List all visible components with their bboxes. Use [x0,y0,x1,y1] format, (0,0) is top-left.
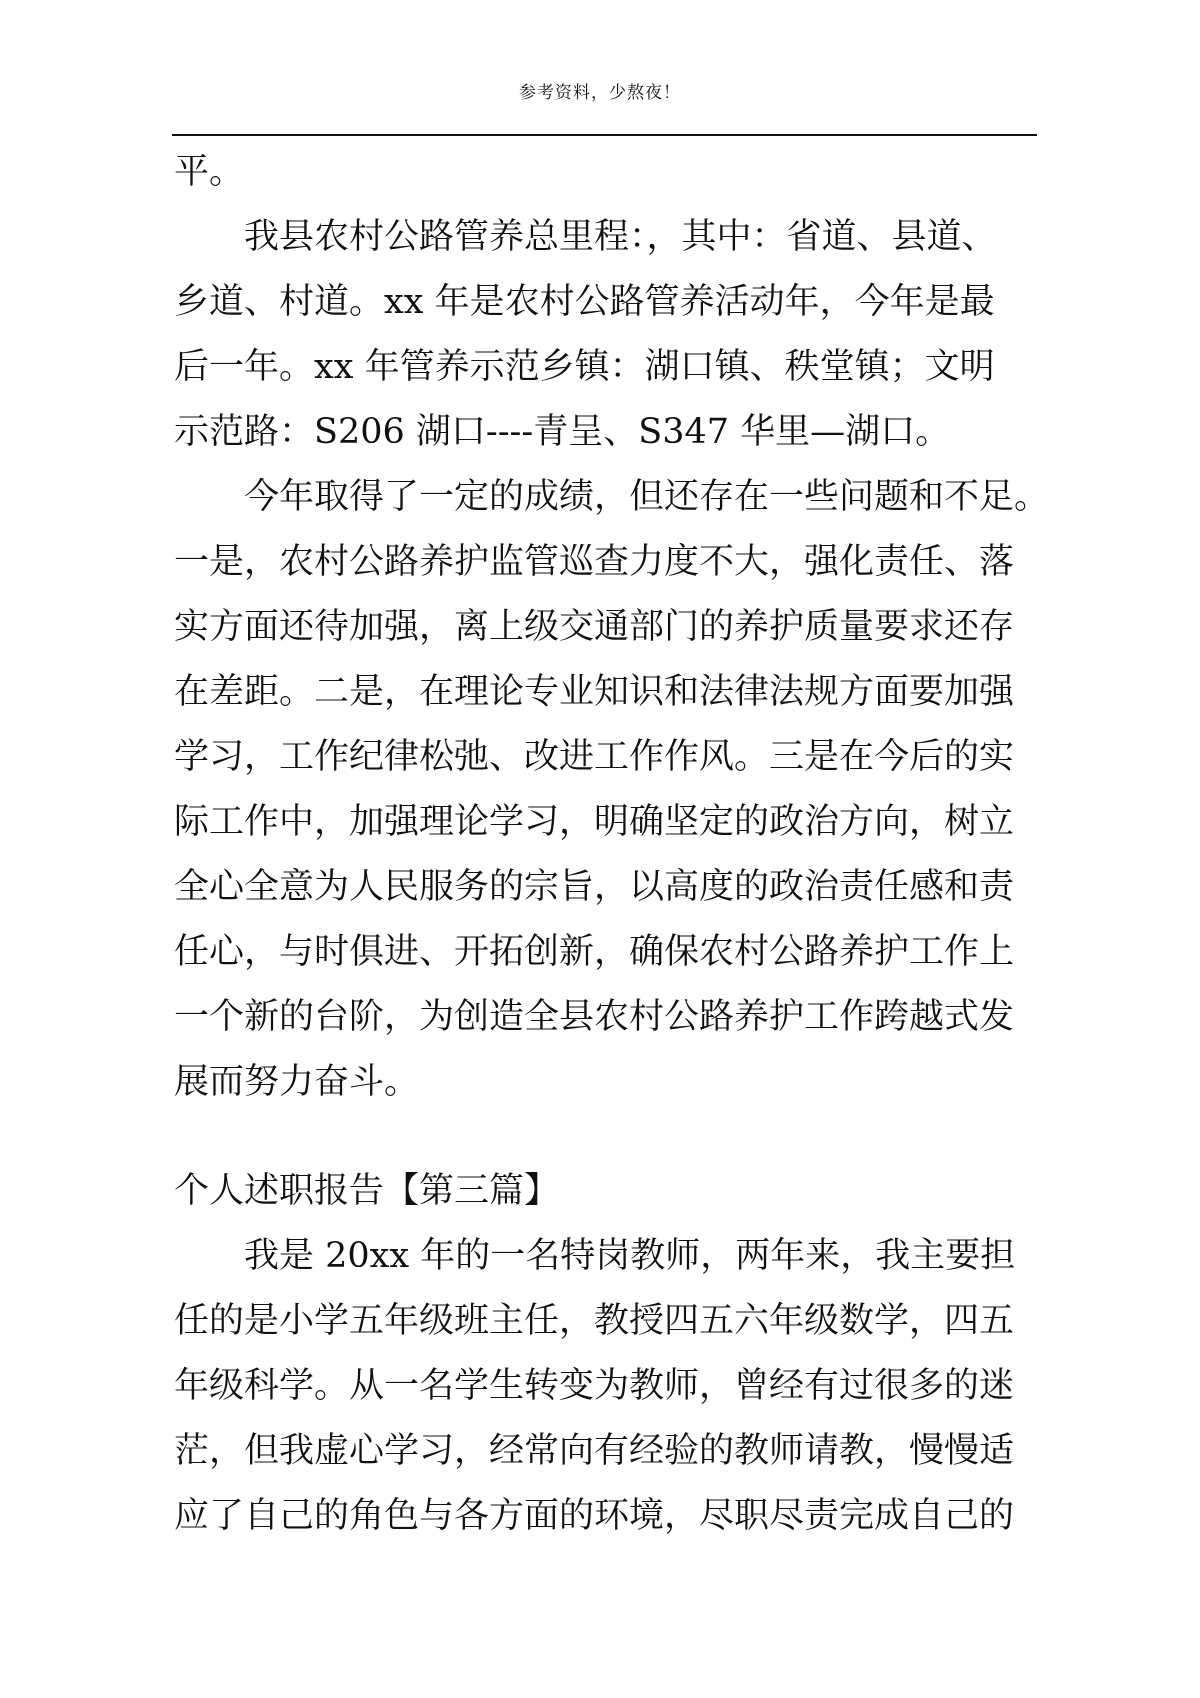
text-line: 展而努力奋斗。 [174,1062,420,1102]
text-line: 任的是小学五年级班主任，教授四五六年级数学，四五 [174,1301,1015,1341]
section-gap [174,1115,1054,1159]
text-line: 年级科学。从一名学生转变为教师，曾经有过很多的迷 [174,1366,1015,1406]
document-body [174,140,1054,1549]
text-line: 乡道、村道。xx 年是农村公路管养活动年，今年是最 [174,282,995,322]
text-line: 我是 20xx 年的一名特岗教师，两年来，我主要担 [244,1236,1016,1276]
text-line: 任心，与时俱进、开拓创新，确保农村公路养护工作上 [174,932,1015,972]
text-line: 际工作中，加强理论学习，明确坚定的政治方向，树立 [174,802,1015,842]
paragraph-mileage [174,205,1054,465]
text-line: 今年取得了一定的成绩，但还存在一些问题和不足。 [244,477,1050,517]
text-line: 全心全意为人民服务的宗旨，以高度的政治责任感和责 [174,867,1015,907]
text-line: 一个新的台阶，为创造全县农村公路养护工作跨越式发 [174,997,1015,1037]
text-line: 实方面还待加强，离上级交通部门的养护质量要求还存 [174,607,1015,647]
text-line: 应了自己的角色与各方面的环境，尽职尽责完成自己的 [174,1496,1015,1536]
text-line: 后一年。xx 年管养示范乡镇：湖口镇、秩堂镇；文明 [174,347,995,387]
header-divider [172,134,1037,136]
text-line: 平。 [174,152,245,192]
paragraph-problems [174,465,1054,1115]
page-header: 参考资料，少熬夜！ [519,83,681,103]
text-line: 学习，工作纪律松弛、改进工作作风。三是在今后的实 [174,737,1015,777]
text-line: 我县农村公路管养总里程：，其中：省道、县道、 [244,217,997,257]
section-three [174,1159,1054,1549]
text-line: 在差距。二是，在理论专业知识和法律法规方面要加强 [174,672,1015,712]
text-line: 一是，农村公路养护监管巡查力度不大，强化责任、落 [174,542,1015,582]
section-heading: 个人述职报告【第三篇】 [174,1171,560,1211]
text-line: 示范路：S206 湖口----青呈、S347 华里—湖口。 [174,412,951,452]
text-line: 茫，但我虚心学习，经常向有经验的教师请教，慢慢适 [174,1431,1015,1471]
